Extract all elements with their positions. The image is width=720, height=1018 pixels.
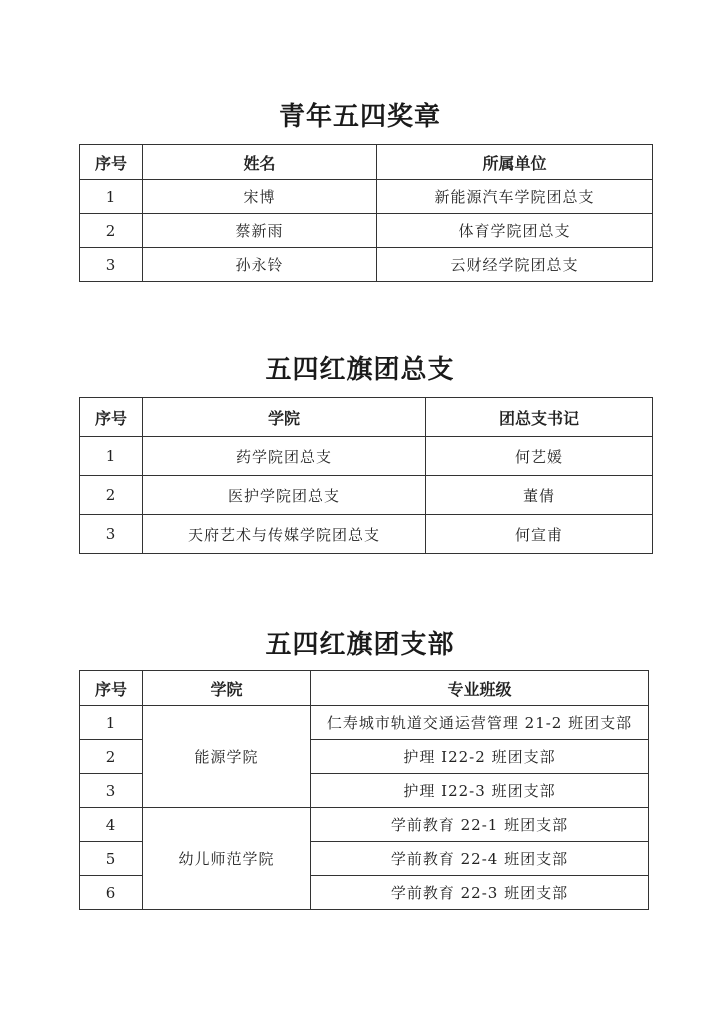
cell-secretary: 董倩 xyxy=(426,476,653,515)
cell-class: 仁寿城市轨道交通运营管理 21-2 班团支部 xyxy=(311,706,649,740)
section-title-youth-medal: 青年五四奖章 xyxy=(278,102,441,132)
cell-number: 3 xyxy=(80,515,143,554)
column-header-secretary: 团总支书记 xyxy=(426,398,653,437)
red-flag-branch-table xyxy=(79,670,649,910)
table-row xyxy=(80,214,653,248)
cell-class: 护理 I22-2 班团支部 xyxy=(311,740,649,774)
table-header-row xyxy=(80,671,649,706)
cell-class: 护理 I22-3 班团支部 xyxy=(311,774,649,808)
table-row xyxy=(80,476,653,515)
cell-number: 4 xyxy=(80,808,143,842)
cell-college: 药学院团总支 xyxy=(143,437,426,476)
table-row xyxy=(80,437,653,476)
cell-number: 1 xyxy=(80,706,143,740)
cell-number: 3 xyxy=(80,248,143,282)
column-header-number: 序号 xyxy=(80,145,143,180)
cell-number: 1 xyxy=(80,180,143,214)
table-row xyxy=(80,515,653,554)
cell-class: 学前教育 22-3 班团支部 xyxy=(311,876,649,910)
cell-secretary: 何艺媛 xyxy=(426,437,653,476)
column-header-name: 姓名 xyxy=(143,145,377,180)
cell-college-group: 幼儿师范学院 xyxy=(143,808,311,910)
cell-number: 5 xyxy=(80,842,143,876)
youth-medal-table xyxy=(79,144,653,282)
cell-number: 2 xyxy=(80,740,143,774)
column-header-number: 序号 xyxy=(80,671,143,706)
cell-number: 2 xyxy=(80,476,143,515)
table-row xyxy=(80,808,649,842)
cell-college: 医护学院团总支 xyxy=(143,476,426,515)
column-header-unit: 所属单位 xyxy=(377,145,653,180)
cell-name: 宋博 xyxy=(143,180,377,214)
column-header-class: 专业班级 xyxy=(311,671,649,706)
column-header-number: 序号 xyxy=(80,398,143,437)
table-row xyxy=(80,248,653,282)
section-title-red-flag-branch: 五四红旗团支部 xyxy=(265,630,455,660)
cell-number: 1 xyxy=(80,437,143,476)
section-title-red-flag-general-branch: 五四红旗团总支 xyxy=(265,355,455,385)
cell-unit: 体育学院团总支 xyxy=(377,214,653,248)
cell-number: 6 xyxy=(80,876,143,910)
cell-college: 天府艺术与传媒学院团总支 xyxy=(143,515,426,554)
cell-college-group: 能源学院 xyxy=(143,706,311,808)
cell-class: 学前教育 22-1 班团支部 xyxy=(311,808,649,842)
cell-number: 3 xyxy=(80,774,143,808)
cell-unit: 云财经学院团总支 xyxy=(377,248,653,282)
table-row xyxy=(80,706,649,740)
cell-class: 学前教育 22-4 班团支部 xyxy=(311,842,649,876)
cell-secretary: 何宣甫 xyxy=(426,515,653,554)
column-header-college: 学院 xyxy=(143,398,426,437)
cell-name: 孙永铃 xyxy=(143,248,377,282)
table-header-row xyxy=(80,145,653,180)
red-flag-general-branch-table xyxy=(79,397,653,554)
table-header-row xyxy=(80,398,653,437)
cell-number: 2 xyxy=(80,214,143,248)
column-header-college: 学院 xyxy=(143,671,311,706)
cell-name: 蔡新雨 xyxy=(143,214,377,248)
cell-unit: 新能源汽车学院团总支 xyxy=(377,180,653,214)
table-row xyxy=(80,180,653,214)
